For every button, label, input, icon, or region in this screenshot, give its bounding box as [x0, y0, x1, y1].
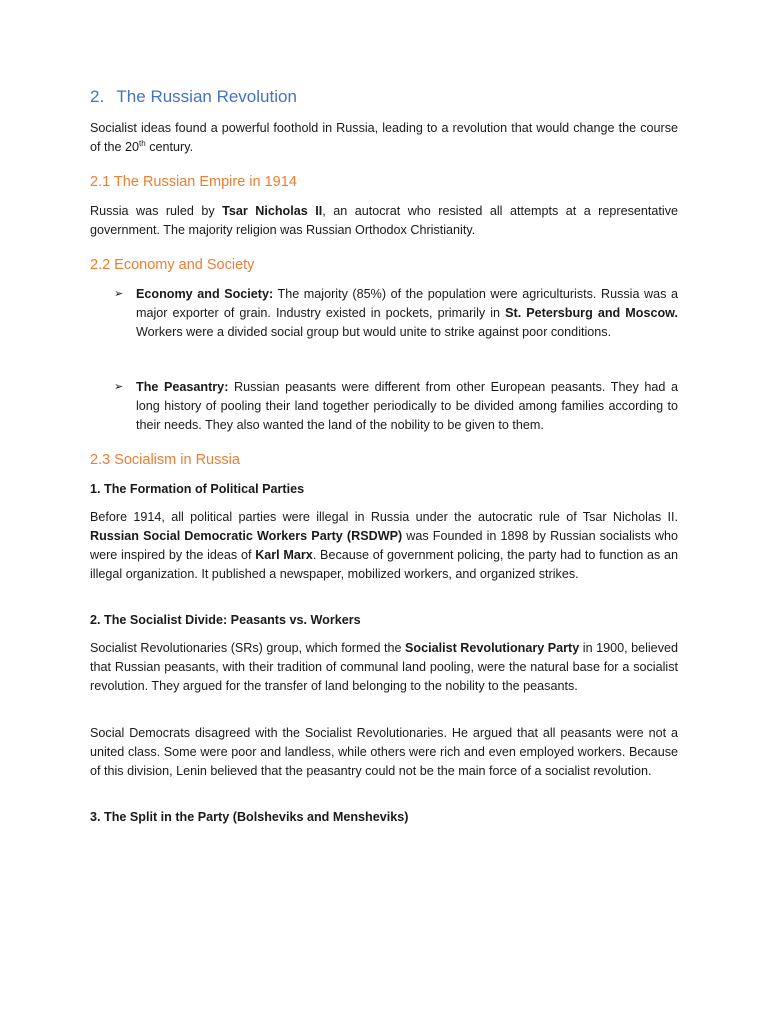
- subheading-economy: 2.2 Economy and Society: [90, 257, 255, 273]
- social-democrats-paragraph: Social Democrats disagreed with the Socialist Revolutionaries. He argued that all peasants were not a united class. Some were poor and landless, while others were rich and even employed workers. Because of this division, Lenin believed that the peasantry could not be the main force of a socialist revolution.: [90, 726, 678, 778]
- section-title-text: The Russian Revolution: [116, 87, 297, 106]
- bullet-peasantry: [114, 378, 678, 435]
- empire-text: Russia was ruled by: [90, 204, 223, 218]
- intro-text-end: century.: [145, 140, 194, 154]
- section-title: [90, 86, 678, 108]
- sr-party-bold: Socialist Revolutionary Party: [404, 641, 580, 655]
- tsar-name: Tsar Nicholas II: [222, 204, 323, 218]
- bullet-peasantry-text: [136, 378, 678, 435]
- formation-paragraph: [90, 508, 678, 584]
- empire-paragraph: [90, 202, 678, 240]
- subheading-russian-empire: 2.1 The Russian Empire in 1914: [90, 174, 297, 190]
- bullet-economy-label: Economy and Society:: [136, 287, 274, 301]
- intro-paragraph: [90, 119, 678, 157]
- bullet-economy-body: The majority (85%) of the population were agriculturists. Russia was a major exporter of grain. Industry existed in pockets, primarily in: [136, 287, 678, 320]
- formation-text: Before 1914, all political parties were illegal in Russia under the autocratic rule of Tsar Nicholas II.: [90, 510, 678, 524]
- intro-superscript: th: [139, 138, 146, 148]
- bullet-economy-text: [136, 285, 678, 342]
- sub-socialist-divide: 2. The Socialist Divide: Peasants vs. Workers: [90, 613, 361, 627]
- divide-text-end: in 1900, believed that Russian peasants, with their tradition of communal land pooling, were the natural base for a socialist revolution. They argued for the transfer of land belonging to the nobility to the peasants.: [90, 641, 678, 693]
- cities-bold: St. Petersburg and Moscow.: [505, 306, 678, 320]
- bullet-peasantry-body: Russian peasants were different from other European peasants. They had a long history of pooling their land together periodically to be divided among families according to their needs. They also wanted the land of the nobility to be given to them.: [136, 380, 678, 432]
- section-number: 2.: [90, 87, 105, 106]
- divide-text: Socialist Revolutionaries (SRs) group, which formed the: [90, 641, 405, 655]
- subheading-socialism: 2.3 Socialism in Russia: [90, 452, 240, 468]
- divide-paragraph: [90, 639, 678, 696]
- formation-text-2: was Founded in 1898 by Russian socialists who were inspired by the ideas of: [90, 529, 678, 562]
- arrow-bullet-icon: ➢: [114, 288, 124, 300]
- sub-formation-parties: 1. The Formation of Political Parties: [90, 482, 305, 496]
- empire-text-end: , an autocrat who resisted all attempts at a representative government. The majority religion was Russian Orthodox Christianity.: [90, 204, 678, 237]
- intro-text: Socialist ideas found a powerful foothold in Russia, leading to a revolution that would change the course of the 20: [90, 121, 678, 154]
- arrow-bullet-icon: ➢: [114, 381, 124, 393]
- bullet-economy: [114, 285, 678, 342]
- sub-party-split: 3. The Split in the Party (Bolsheviks and Mensheviks): [90, 810, 409, 824]
- formation-text-end: . Because of government policing, the party had to function as an illegal organization. It published a newspaper, mobilized workers, and organized strikes.: [90, 548, 678, 581]
- bullet-economy-end: Workers were a divided social group but would unite to strike against poor conditions.: [136, 325, 612, 339]
- karl-marx-bold: Karl Marx: [255, 548, 313, 562]
- bullet-peasantry-label: The Peasantry:: [136, 380, 229, 394]
- rsdwp-bold: Russian Social Democratic Workers Party (RSDWP): [90, 529, 403, 543]
